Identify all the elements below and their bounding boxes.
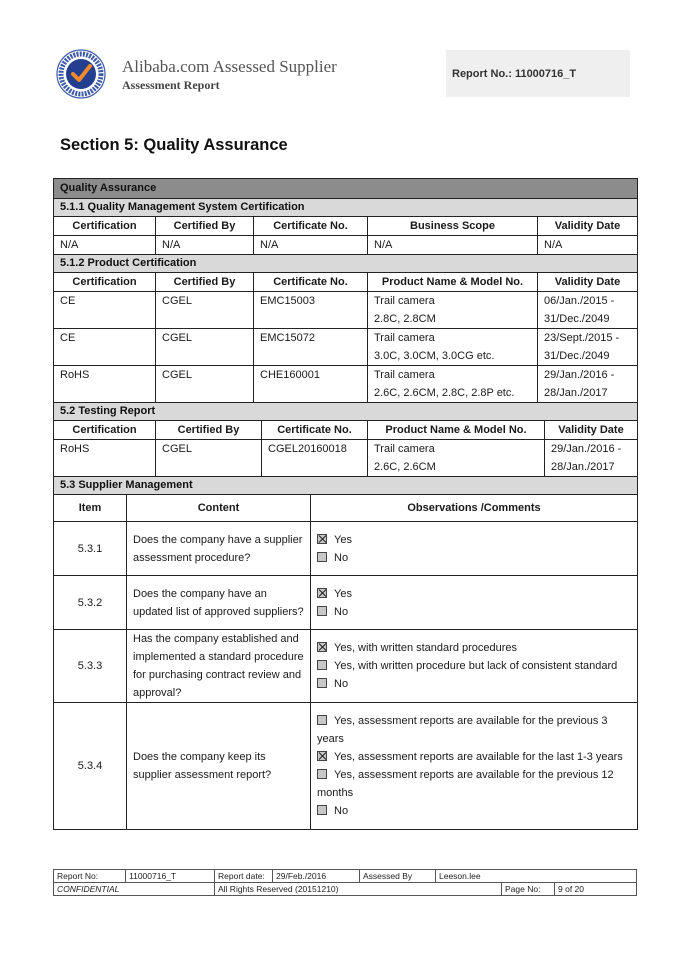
- model-no: 2.8C, 2.8CM: [374, 313, 436, 325]
- table-cell: N/A: [544, 239, 563, 251]
- checkbox-unchecked[interactable]: [317, 769, 327, 779]
- column-header: Certified By: [156, 421, 262, 439]
- item-number: 5.3.2: [54, 576, 127, 629]
- option: [317, 712, 631, 748]
- table-row: [54, 703, 637, 829]
- report-number: Report No.: 11000716_T: [452, 67, 577, 80]
- checkbox-unchecked[interactable]: [317, 805, 327, 815]
- option-label: No: [334, 551, 349, 564]
- column-header: Certificate No.: [254, 273, 368, 291]
- table-cell: EMC15003: [254, 292, 368, 328]
- column-header: Product Name & Model No.: [368, 273, 538, 291]
- column-header: Certificate No.: [254, 217, 368, 235]
- checkbox-unchecked[interactable]: [317, 715, 327, 725]
- model-no: 3.0C, 3.0CM, 3.0CG etc.: [374, 350, 495, 362]
- product-cert-header-row: [54, 273, 637, 292]
- column-header: Content: [127, 495, 311, 521]
- question: Has the company established and implemented a standard procedure for purchasing contract review and approval?: [127, 630, 311, 702]
- column-header: Certified By: [156, 217, 254, 235]
- column-header: Certificate No.: [262, 421, 368, 439]
- supplier-section-title: 5.3 Supplier Management: [54, 477, 637, 495]
- qms-header-row: [54, 217, 637, 236]
- valid-to: 31/Dec./2049: [544, 350, 610, 362]
- option-label: Yes: [334, 533, 352, 546]
- brand-title: Alibaba.com Assessed Supplier: [122, 57, 337, 76]
- table-row: [54, 522, 637, 576]
- table-cell: [368, 440, 545, 476]
- brand-subtitle: Assessment Report: [122, 78, 220, 92]
- table-cell: N/A: [368, 236, 538, 254]
- table-cell: N/A: [156, 236, 254, 254]
- table-cell: CE: [54, 292, 156, 328]
- option: [317, 657, 631, 675]
- column-header: Certification: [54, 421, 156, 439]
- table-row: [54, 440, 637, 477]
- table-cell: CGEL20160018: [262, 440, 368, 476]
- table-cell: RoHS: [54, 366, 156, 402]
- option: [317, 531, 631, 549]
- column-header: Validity Date: [558, 424, 624, 436]
- page-title: Section 5: Quality Assurance: [60, 136, 288, 154]
- table-cell: N/A: [254, 236, 368, 254]
- footer-rights: All Rights Reserved (20151210): [215, 883, 502, 895]
- column-header: Item: [54, 495, 127, 521]
- supplier-header-row: [54, 495, 637, 522]
- checkbox-checked[interactable]: [317, 642, 327, 652]
- column-header: Validity Date: [554, 276, 621, 288]
- page-footer: [53, 869, 637, 896]
- footer-report-no-label: Report No:: [54, 870, 126, 882]
- option: [317, 675, 631, 693]
- checkbox-unchecked[interactable]: [317, 606, 327, 616]
- item-number: 5.3.3: [54, 630, 127, 702]
- valid-from: 23/Sept./2015 -: [544, 332, 620, 344]
- column-header: Certified By: [156, 273, 254, 291]
- option-label: Yes: [334, 587, 352, 600]
- column-header: Business Scope: [368, 217, 538, 235]
- table-row: [54, 329, 637, 366]
- table-cell: CHE160001: [254, 366, 368, 402]
- option-label: Yes, with written standard procedures: [334, 642, 518, 654]
- checkbox-checked[interactable]: [317, 751, 327, 761]
- footer-row-2: [54, 882, 636, 895]
- table-cell: EMC15072: [254, 329, 368, 365]
- product-cert-section-title: 5.1.2 Product Certification: [54, 255, 637, 273]
- table-row: [54, 630, 637, 703]
- checkbox-checked[interactable]: [317, 534, 327, 544]
- option: [317, 639, 631, 657]
- qms-section-title: 5.1.1 Quality Management System Certification: [54, 199, 637, 217]
- table-cell: [538, 329, 637, 365]
- checkbox-unchecked[interactable]: [317, 660, 327, 670]
- footer-confidential: CONFIDENTIAL: [54, 883, 215, 895]
- column-header: Product Name & Model No.: [368, 421, 545, 439]
- table-cell: RoHS: [54, 440, 156, 476]
- table-cell: CE: [54, 329, 156, 365]
- table-cell: [368, 329, 538, 365]
- footer-report-date: 29/Feb./2016: [273, 870, 360, 882]
- option-label: No: [334, 605, 349, 618]
- option: [317, 585, 631, 603]
- option-label: Yes, assessment reports are available for the last 1-3 years: [334, 751, 623, 763]
- product-name: Trail camera: [374, 295, 435, 307]
- option: [317, 603, 631, 621]
- checkbox-unchecked[interactable]: [317, 552, 327, 562]
- footer-page-no-label: Page No:: [502, 883, 555, 895]
- product-name: Trail camera: [374, 443, 435, 455]
- table-cell: CGEL: [156, 366, 254, 402]
- footer-assessed-by-label: Assessed By: [360, 870, 436, 882]
- item-number: 5.3.4: [54, 703, 127, 829]
- table-cell: [545, 440, 637, 476]
- observations: [311, 630, 637, 702]
- quality-assurance-table: [53, 178, 638, 830]
- column-header: Validity Date: [554, 220, 621, 232]
- model-no: 2.6C, 2.6CM, 2.8C, 2.8P etc.: [374, 387, 515, 399]
- footer-report-date-label: Report date:: [215, 870, 273, 882]
- product-name: Trail camera: [374, 332, 435, 344]
- option: [317, 766, 631, 802]
- column-header: Observations /Comments: [407, 502, 541, 514]
- table-title: Quality Assurance: [54, 179, 637, 199]
- option: [317, 748, 631, 766]
- table-row: [54, 366, 637, 403]
- product-name: Trail camera: [374, 369, 435, 381]
- valid-to: 28/Jan./2017: [551, 461, 615, 473]
- table-cell: [538, 292, 637, 328]
- table-row: [54, 292, 637, 329]
- table-cell: N/A: [54, 236, 156, 254]
- table-row: [54, 236, 637, 255]
- checkbox-unchecked[interactable]: [317, 678, 327, 688]
- option-label: No: [334, 805, 349, 817]
- column-header: Certification: [54, 273, 156, 291]
- option-label: Yes, assessment reports are available for the previous 12 months: [317, 769, 614, 799]
- valid-from: 29/Jan./2016 -: [551, 443, 622, 455]
- item-number: 5.3.1: [54, 522, 127, 575]
- valid-to: 31/Dec./2049: [544, 313, 610, 325]
- valid-from: 29/Jan./2016 -: [544, 369, 615, 381]
- checkbox-checked[interactable]: [317, 588, 327, 598]
- testing-section-title: 5.2 Testing Report: [54, 403, 637, 421]
- footer-row-1: [54, 870, 636, 882]
- table-cell: [368, 366, 538, 402]
- observations: [311, 576, 637, 629]
- option-label: Yes, with written procedure but lack of consistent standard: [334, 660, 618, 672]
- testing-header-row: [54, 421, 637, 440]
- brand-block: [122, 57, 337, 93]
- table-cell: CGEL: [156, 329, 254, 365]
- option-label: No: [334, 678, 349, 690]
- valid-from: 06/Jan./2015 -: [544, 295, 615, 307]
- observations: [311, 522, 637, 575]
- footer-report-no: 11000716_T: [126, 870, 215, 882]
- option-label: Yes, assessment reports are available for the previous 3 years: [317, 715, 608, 745]
- column-header: Certification: [54, 217, 156, 235]
- footer-assessed-by: Leeson.lee: [439, 871, 481, 881]
- table-cell: [368, 292, 538, 328]
- observations: [311, 703, 637, 829]
- question: Does the company keep its supplier assessment report?: [127, 703, 311, 829]
- model-no: 2.6C, 2.6CM: [374, 461, 436, 473]
- question: Does the company have a supplier assessment procedure?: [127, 522, 311, 575]
- option: [317, 802, 631, 820]
- valid-to: 28/Jan./2017: [544, 387, 608, 399]
- table-cell: CGEL: [156, 440, 262, 476]
- table-cell: CGEL: [156, 292, 254, 328]
- table-row: [54, 576, 637, 630]
- supplier-assessment-seal-icon: [56, 49, 106, 99]
- table-cell: [538, 366, 637, 402]
- footer-page-no: 9 of 20: [558, 884, 584, 894]
- question: Does the company have an updated list of approved suppliers?: [127, 576, 311, 629]
- option: [317, 549, 631, 567]
- report-number-box: [446, 50, 630, 97]
